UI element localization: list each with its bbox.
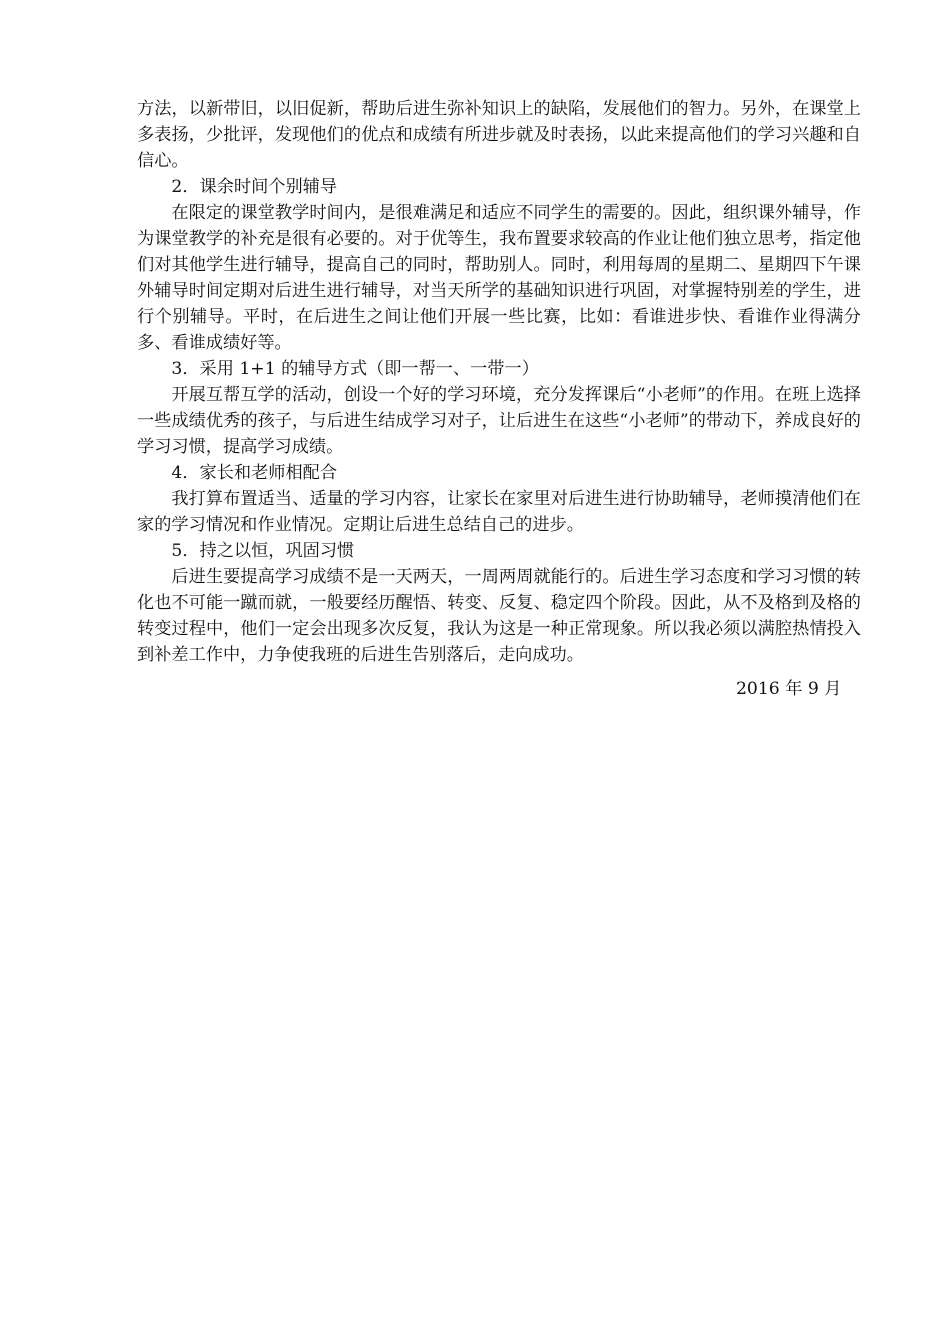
document-body: [137, 96, 861, 668]
section-heading-3: 3．采用 1+1 的辅导方式（即一帮一、一带一）: [171, 359, 539, 379]
section-heading-2: 2．课余时间个别辅导: [171, 177, 338, 197]
paragraph-section-3: 开展互帮互学的活动，创设一个好的学习环境，充分发挥课后“小老师”的作用。在班上选择一些成绩优秀的孩子，与后进生结成学习对子，让后进生在这些“小老师”的带动下，养成良好的学习习惯，提高学习成绩。: [137, 385, 861, 457]
paragraph-section-4: 我打算布置适当、适量的学习内容，让家长在家里对后进生进行协助辅导，老师摸清他们在家的学习情况和作业情况。定期让后进生总结自己的进步。: [137, 489, 861, 535]
document-date: 2016 年 9 月: [736, 679, 842, 699]
paragraph-section-2: 在限定的课堂教学时间内，是很难满足和适应不同学生的需要的。因此，组织课外辅导，作为课堂教学的补充是很有必要的。对于优等生，我布置要求较高的作业让他们独立思考，指定他们对其他学生进行辅导，提高自己的同时，帮助别人。同时，利用每周的星期二、星期四下午课外辅导时间定期对后进生进行辅导，对当天所学的基础知识进行巩固，对掌握特别差的学生，进行个别辅导。平时，在后进生之间让他们开展一些比赛，比如：看谁进步快、看谁作业得满分多、看谁成绩好等。: [137, 203, 861, 353]
paragraph-continued: 方法，以新带旧，以旧促新，帮助后进生弥补知识上的缺陷，发展他们的智力。另外，在课堂上多表扬，少批评，发现他们的优点和成绩有所进步就及时表扬，以此来提高他们的学习兴趣和自信心。: [137, 99, 861, 171]
section-heading-4: 4．家长和老师相配合: [171, 463, 338, 483]
section-heading-5: 5．持之以恒，巩固习惯: [171, 541, 355, 561]
paragraph-section-5: 后进生要提高学习成绩不是一天两天，一周两周就能行的。后进生学习态度和学习习惯的转化也不可能一蹴而就，一般要经历醒悟、转变、反复、稳定四个阶段。因此，从不及格到及格的转变过程中，他们一定会出现多次反复，我认为这是一种正常现象。所以我必须以满腔热情投入到补差工作中，力争使我班的后进生告别落后，走向成功。: [137, 567, 861, 665]
